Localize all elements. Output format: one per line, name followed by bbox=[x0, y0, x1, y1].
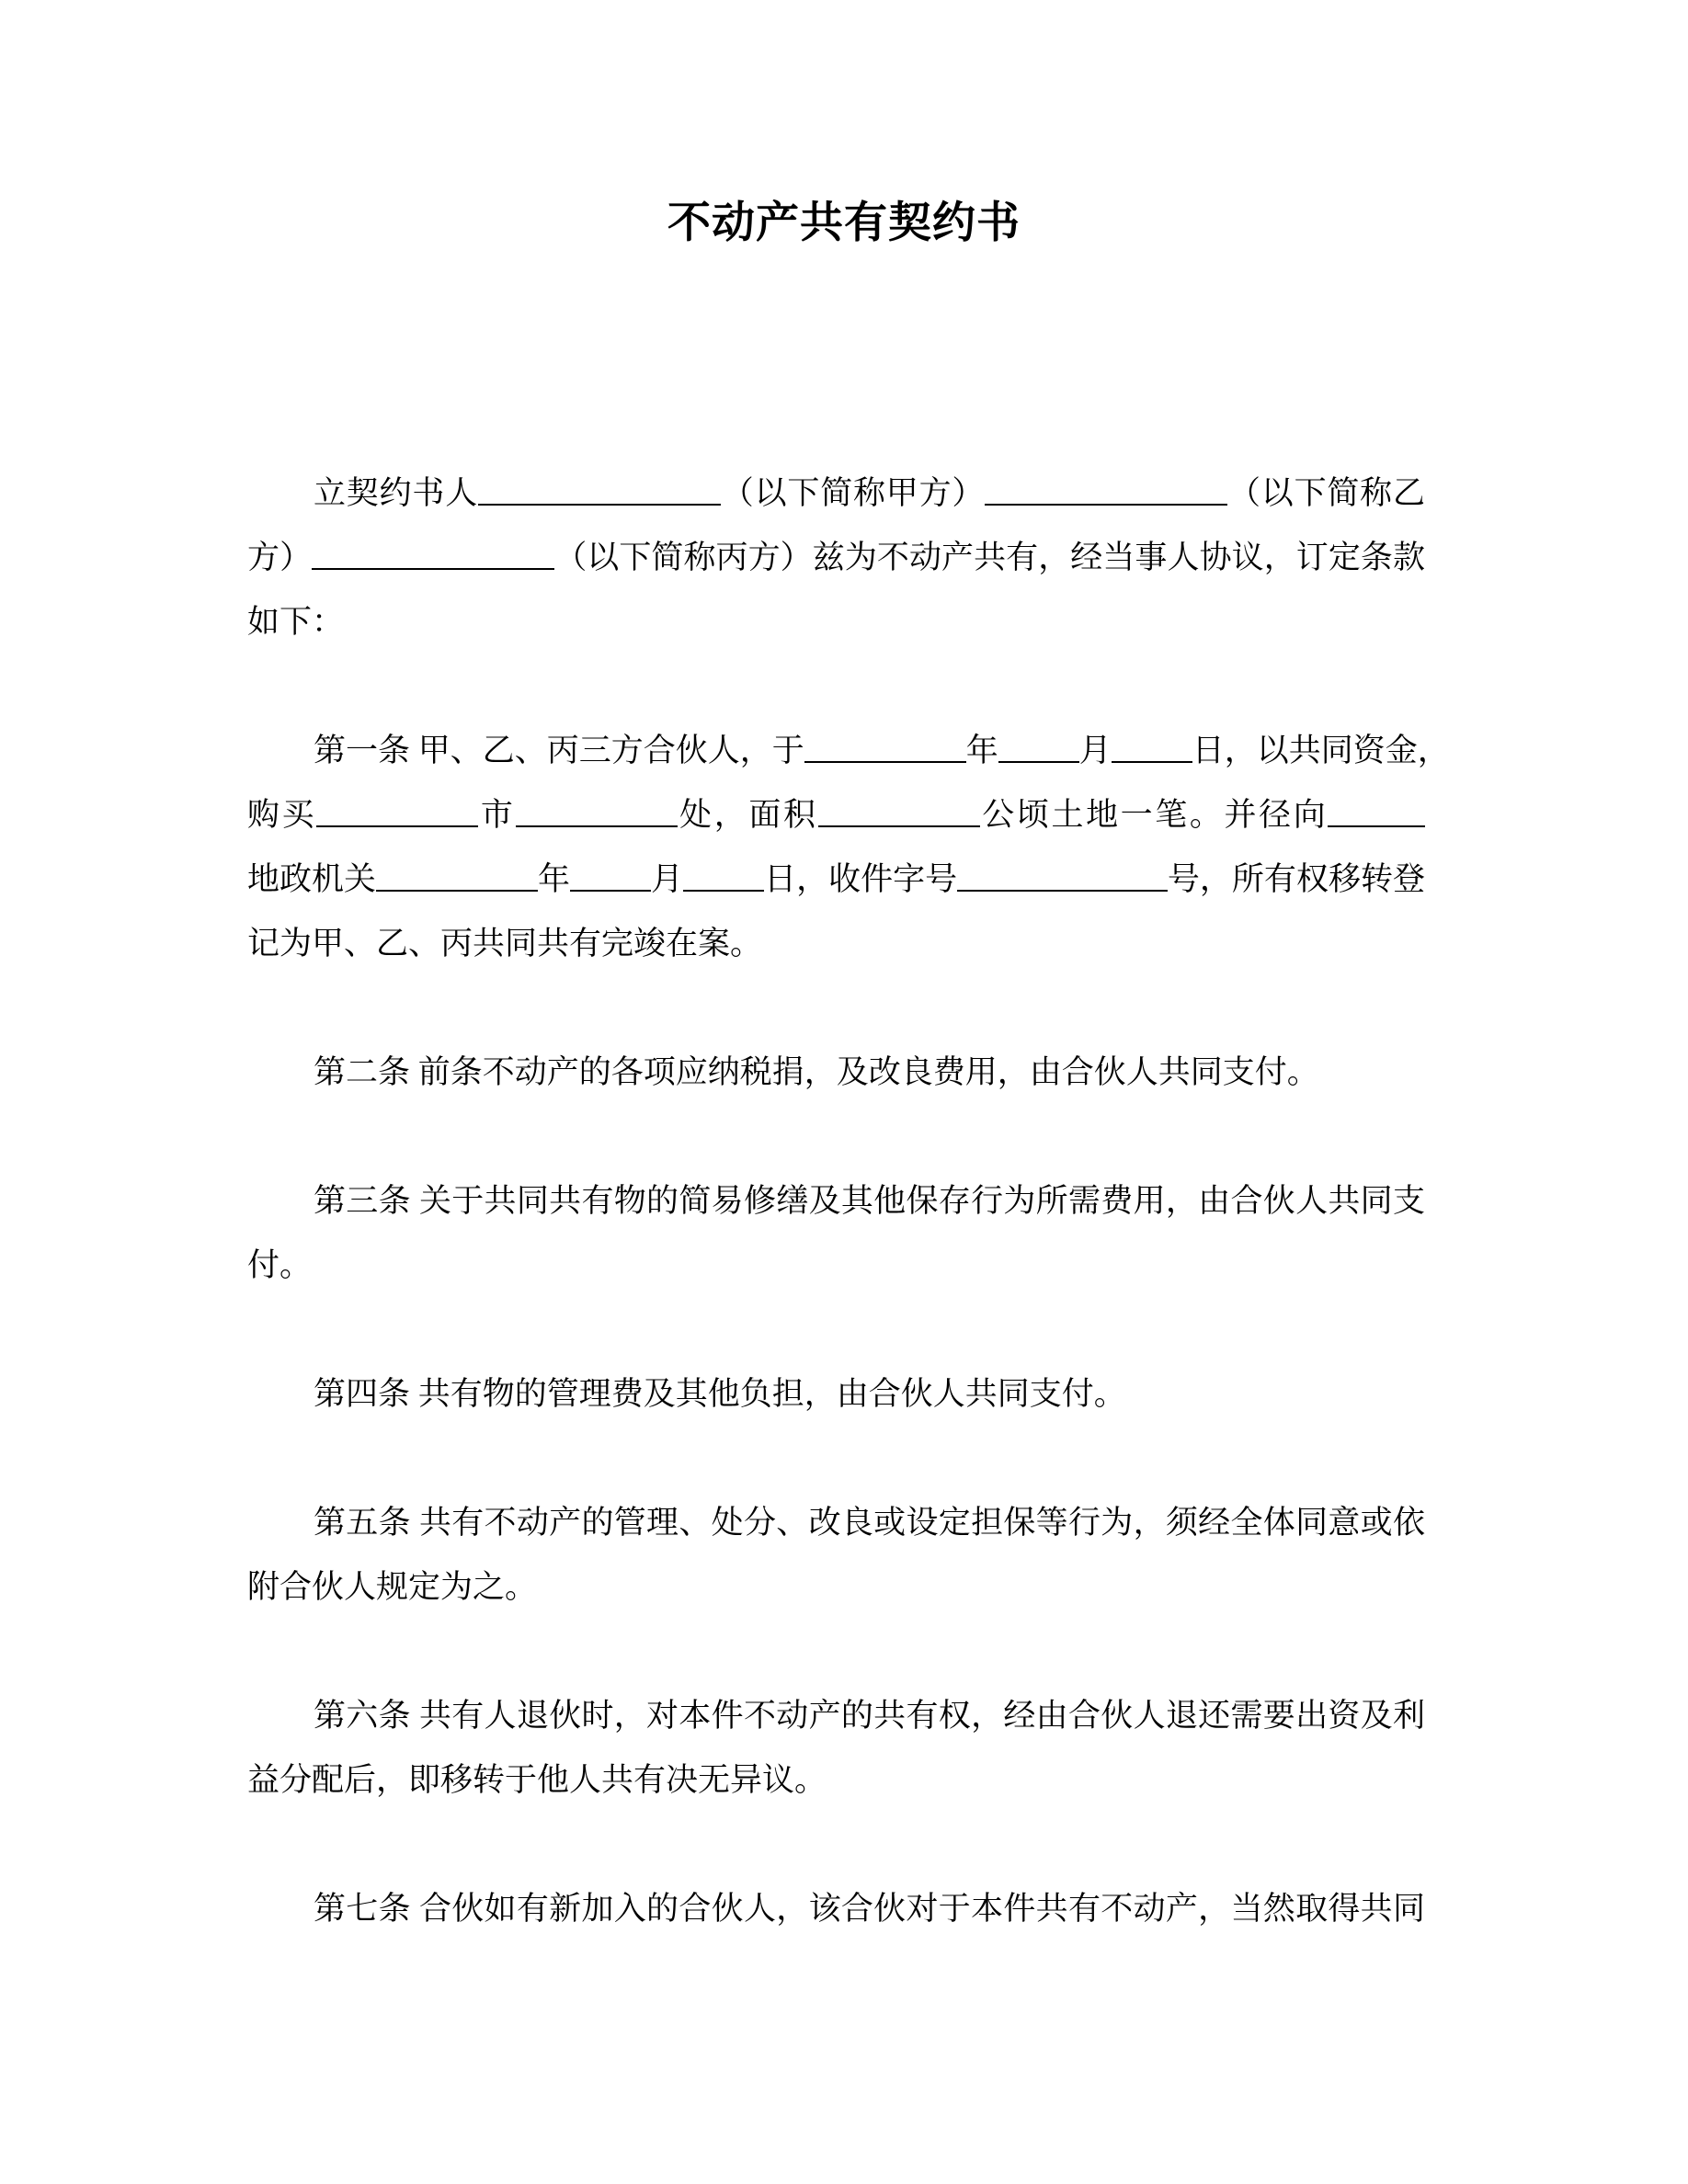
clause-paragraph bbox=[247, 1362, 1425, 1427]
text-line: 如下： bbox=[247, 604, 345, 640]
fill-in-blank[interactable] bbox=[376, 862, 538, 892]
fill-in-blank[interactable] bbox=[1112, 734, 1192, 763]
fill-in-blank[interactable] bbox=[998, 734, 1079, 763]
document-body bbox=[247, 461, 1450, 2006]
text-line: 立契约书人 （以下简称甲方） （以下简称乙 bbox=[314, 475, 1425, 511]
fill-in-blank[interactable] bbox=[957, 862, 1168, 892]
text-line: 附合伙人规定为之。 bbox=[247, 1569, 538, 1605]
clause-paragraph bbox=[247, 1877, 1425, 1941]
text-line: 付。 bbox=[247, 1247, 313, 1283]
fill-in-blank[interactable] bbox=[804, 734, 966, 763]
clause-paragraph bbox=[247, 1041, 1425, 1105]
fill-in-blank[interactable] bbox=[516, 798, 678, 827]
fill-in-blank[interactable] bbox=[985, 476, 1227, 506]
clause-paragraph bbox=[247, 1491, 1425, 1620]
text-line: 方） （以下简称丙方）兹为不动产共有，经当事人协议，订定条款 bbox=[247, 540, 1425, 575]
clause-paragraph bbox=[247, 461, 1425, 654]
clause-paragraph bbox=[247, 1169, 1425, 1298]
text-line: 第六条 共有人退伙时，对本件不动产的共有权，经由合伙人退还需要出资及利 bbox=[314, 1698, 1425, 1734]
fill-in-blank[interactable] bbox=[818, 798, 980, 827]
clause-paragraph bbox=[247, 719, 1450, 976]
text-line: 第五条 共有不动产的管理、处分、改良或设定担保等行为，须经全体同意或依 bbox=[314, 1505, 1425, 1541]
text-line: 第七条 合伙如有新加入的合伙人，该合伙对于本件共有不动产，当然取得共同 bbox=[314, 1891, 1425, 1927]
clause-paragraph bbox=[247, 1684, 1425, 1813]
text-line: 第一条 甲、乙、丙三方合伙人，于 年 月 日，以共同资金， bbox=[314, 733, 1450, 768]
text-line: 购买 市 处，面积 公顷土地一笔。并径向 bbox=[247, 783, 1425, 847]
text-line: 第三条 关于共同共有物的简易修缮及其他保存行为所需费用，由合伙人共同支 bbox=[314, 1183, 1425, 1219]
text-line: 益分配后，即移转于他人共有决无异议。 bbox=[247, 1762, 827, 1798]
fill-in-blank[interactable] bbox=[570, 862, 651, 892]
text-line: 第二条 前条不动产的各项应纳税捐，及改良费用，由合伙人共同支付。 bbox=[314, 1054, 1319, 1090]
fill-in-blank[interactable] bbox=[316, 798, 478, 827]
fill-in-blank[interactable] bbox=[1328, 798, 1425, 827]
fill-in-blank[interactable] bbox=[683, 862, 764, 892]
fill-in-blank[interactable] bbox=[312, 540, 554, 570]
text-line: 记为甲、乙、丙共同共有完竣在案。 bbox=[247, 926, 763, 961]
text-line: 地政机关 年 月 日，收件字号 号，所有权移转登 bbox=[247, 861, 1425, 897]
text-line: 第四条 共有物的管理费及其他负担，由合伙人共同支付。 bbox=[314, 1376, 1126, 1412]
fill-in-blank[interactable] bbox=[478, 476, 721, 506]
document-title: 不动产共有契约书 bbox=[667, 199, 1021, 247]
